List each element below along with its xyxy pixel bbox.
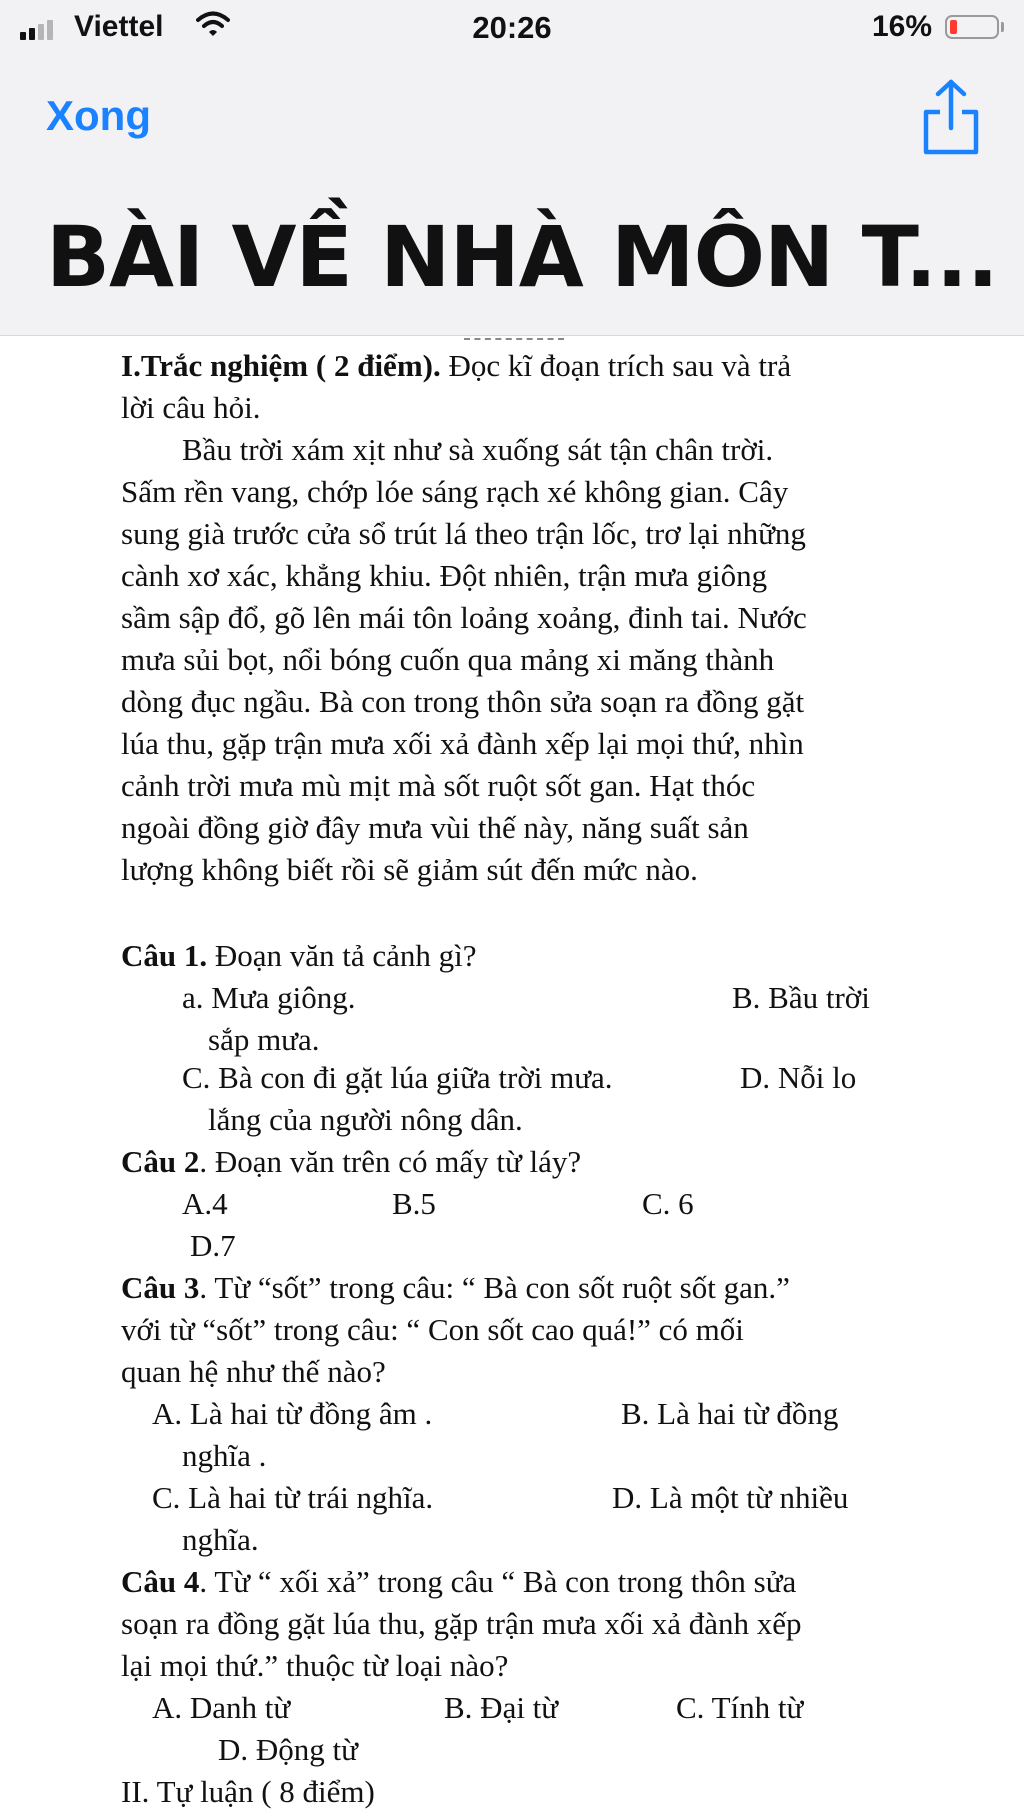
document-page[interactable]: [0, 336, 1024, 1820]
question-3-line3: quan hệ như thế nào?: [121, 1354, 386, 1389]
question-3-label: Câu 3: [121, 1270, 200, 1305]
q1-option-b-cont: sắp mưa.: [208, 1022, 320, 1057]
q1-option-d: D. Nỗi lo: [740, 1060, 857, 1095]
question-4-line2: soạn ra đồng gặt lúa thu, gặp trận mưa xối xả đành xếp: [121, 1606, 802, 1641]
q3-option-c: C. Là hai từ trái nghĩa.: [152, 1480, 434, 1515]
clock: 20:26: [472, 10, 552, 45]
passage-line: lúa thu, gặp trận mưa xối xả đành xếp lại mọi thứ, nhìn: [121, 726, 804, 761]
section1-instruction: Đọc kĩ đoạn trích sau và trả: [440, 348, 792, 383]
section1-heading: I.Trắc nghiệm ( 2 điểm).: [121, 348, 441, 383]
q3-option-b: B. Là hai từ đồng: [621, 1396, 839, 1431]
question-1: [121, 940, 477, 971]
q4-option-a: A. Danh từ: [152, 1690, 291, 1725]
question-3-line1: . Từ “sốt” trong câu: “ Bà con sốt ruột sốt gan.”: [199, 1270, 790, 1305]
q3-option-a: A. Là hai từ đồng âm .: [152, 1396, 433, 1431]
q1-option-d-cont: lắng của người nông dân.: [208, 1102, 523, 1137]
passage-line: cảnh trời mưa mù mịt mà sốt ruột sốt gan. Hạt thóc: [121, 768, 756, 803]
section1-instruction-cont: lời câu hỏi.: [121, 390, 261, 425]
section2-heading: II. Tự luận ( 8 điểm): [121, 1774, 375, 1809]
question-3: [121, 1272, 790, 1303]
question-4-label: Câu 4: [121, 1564, 200, 1599]
q4-option-c: C. Tính từ: [676, 1690, 804, 1725]
carrier-name: Viettel: [74, 10, 164, 43]
question-1-label: Câu 1.: [121, 938, 208, 973]
document-title: BÀI VỀ NHÀ MÔN T...: [46, 208, 998, 306]
share-icon[interactable]: [920, 78, 982, 158]
battery-tip: [1001, 22, 1004, 32]
q2-option-d: D.7: [190, 1228, 236, 1263]
question-2-label: Câu 2: [121, 1144, 200, 1179]
passage-line: Bầu trời xám xịt như sà xuống sát tận chân trời.: [182, 432, 774, 467]
passage-line: dòng đục ngầu. Bà con trong thôn sửa soạn ra đồng gặt: [121, 684, 805, 719]
passage-line: sung già trước cửa sổ trút lá theo trận lốc, trơ lại những: [121, 516, 806, 551]
q3-option-b-cont: nghĩa .: [182, 1438, 267, 1473]
question-4-line1: . Từ “ xối xả” trong câu “ Bà con trong thôn sửa: [199, 1564, 797, 1599]
q2-option-a: A.4: [182, 1186, 228, 1221]
q2-option-b: B.5: [392, 1186, 436, 1221]
section1-line: [121, 350, 791, 381]
battery-percent: 16%: [872, 10, 933, 43]
passage-line: lượng không biết rồi sẽ giảm sút đến mức nào.: [121, 852, 698, 887]
q1-option-a: a. Mưa giông.: [182, 980, 356, 1015]
done-button[interactable]: Xong: [46, 92, 151, 139]
battery-fill: [950, 20, 957, 34]
q4-option-d: D. Động từ: [218, 1732, 358, 1767]
passage-line: mưa sủi bọt, nổi bóng cuốn qua mảng xi măng thành: [121, 642, 775, 677]
passage-line: cành xơ xác, khẳng khiu. Đột nhiên, trận mưa giông: [121, 558, 768, 593]
question-4-line3: lại mọi thứ.” thuộc từ loại nào?: [121, 1648, 509, 1683]
status-bar: [0, 0, 1024, 58]
q2-option-c: C. 6: [642, 1186, 694, 1221]
passage-line: sầm sập đổ, gõ lên mái tôn loảng xoảng, đinh tai. Nước: [121, 600, 807, 635]
q1-option-b: B. Bầu trời: [732, 980, 870, 1015]
question-2: [121, 1146, 581, 1177]
question-3-line2: với từ “sốt” trong câu: “ Con sốt cao quá!” có mối: [121, 1312, 744, 1347]
passage-line: ngoài đồng giờ đây mưa vùi thế này, năng suất sản: [121, 810, 749, 845]
q3-option-d-cont: nghĩa.: [182, 1522, 259, 1557]
q4-option-b: B. Đại từ: [444, 1690, 559, 1725]
q3-option-d: D. Là một từ nhiều: [612, 1480, 849, 1515]
header-decoration: [464, 336, 564, 340]
question-4: [121, 1566, 796, 1597]
question-1-text: Đoạn văn tả cảnh gì?: [207, 938, 477, 973]
navigation-header: [0, 0, 1024, 336]
battery-icon: [945, 15, 999, 39]
q1-option-c: C. Bà con đi gặt lúa giữa trời mưa.: [182, 1060, 613, 1095]
passage-line: Sấm rền vang, chớp lóe sáng rạch xé không gian. Cây: [121, 474, 789, 509]
question-2-text: . Đoạn văn trên có mấy từ láy?: [199, 1144, 582, 1179]
